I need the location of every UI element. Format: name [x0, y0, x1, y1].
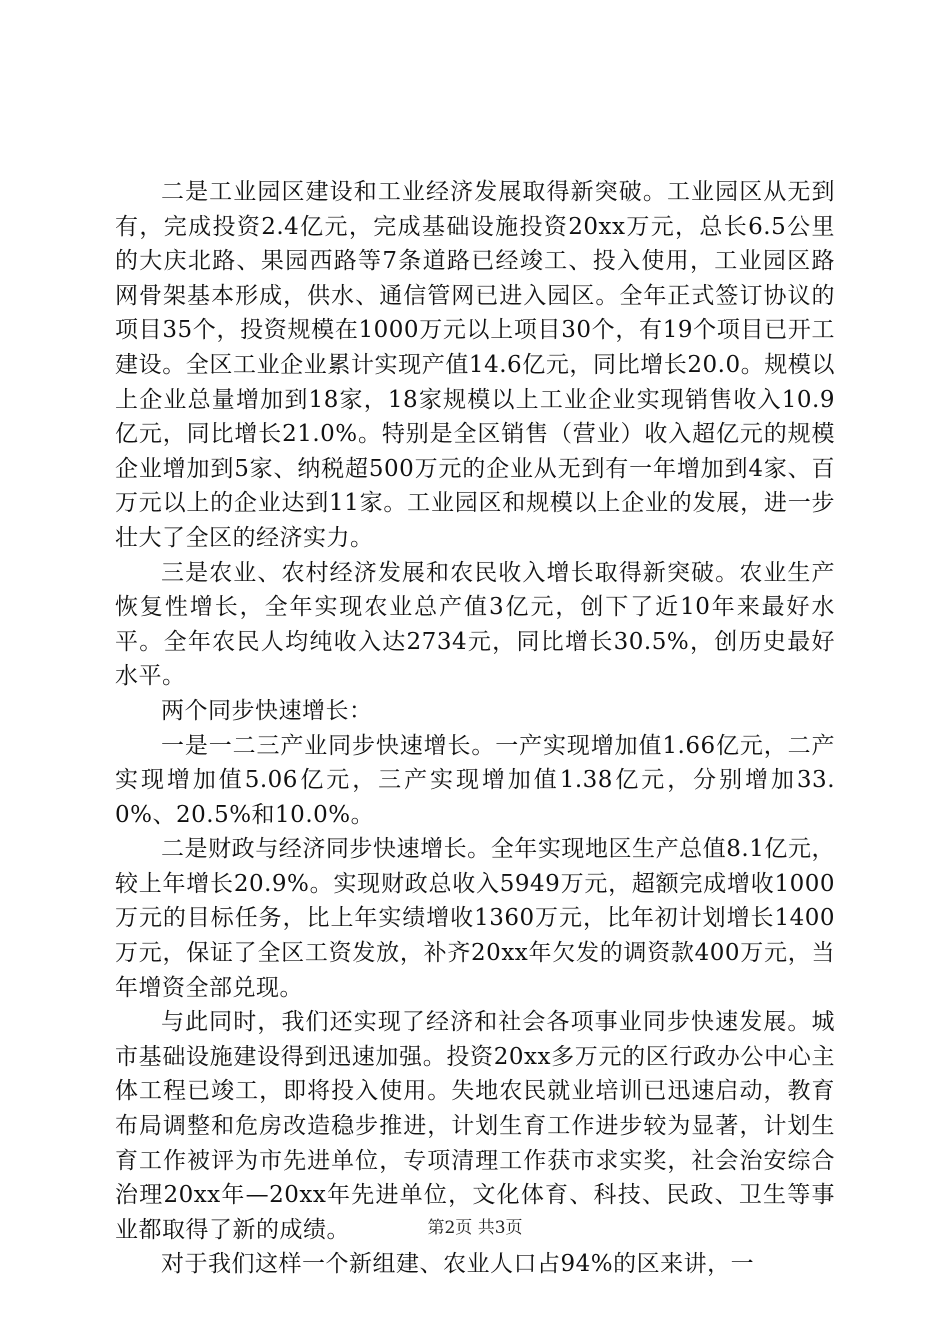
paragraph-two-growth-heading: 两个同步快速增长：	[161, 697, 373, 724]
document-body	[115, 175, 835, 1282]
paragraph-industries-growth: 一是一二三产业同步快速增长。一产实现增加值1.66亿元，二产实现增加值5.06亿元，三产实现增加值1.38亿元，分别增加33.0%、20.5%和10.0%。	[115, 732, 835, 828]
paragraph-industrial-park: 二是工业园区建设和工业经济发展取得新突破。工业园区从无到有，完成投资2.4亿元，完成基础设施投资20xx万元，总长6.5公里的大庆北路、果园西路等7条道路已经竣工、投入使用，工业园区路网骨架基本形成，供水、通信管网已进入园区。全年正式签订协议的项目35个，投资规模在1000万元以上项目30个，有19个项目已开工建设。全区工业企业累计实现产值14.6亿元，同比增长20.0。规模以上企业总量增加到18家，18家规模以上工业企业实现销售收入10.9亿元，同比增长21.0%。特别是全区销售（营业）收入超亿元的规模企业增加到5家、纳税超500万元的企业从无到有一年增加到4家、百万元以上的企业达到11家。工业园区和规模以上企业的发展，进一步壮大了全区的经济实力。	[115, 179, 835, 551]
paragraph-agriculture: 三是农业、农村经济发展和农民收入增长取得新突破。农业生产恢复性增长，全年实现农业总产值3亿元，创下了近10年来最好水平。全年农民人均纯收入达2734元，同比增长30.5%，创历史最好水平。	[115, 559, 835, 690]
page-number-footer: 第2页 共3页	[427, 1218, 523, 1238]
paragraph-closing: 对于我们这样一个新组建、农业人口占94%的区来讲，一	[161, 1251, 755, 1278]
paragraph-finance-growth: 二是财政与经济同步快速增长。全年实现地区生产总值8.1亿元，较上年增长20.9%。实现财政总收入5949万元，超额完成增收1000万元的目标任务，比上年实绩增收1360万元，比年初计划增长1400万元，保证了全区工资发放，补齐20xx年欠发的调资款400万元，当年增资全部兑现。	[115, 836, 835, 1001]
paragraph-social-development: 与此同时，我们还实现了经济和社会各项事业同步快速发展。城市基础设施建设得到迅速加强。投资20xx多万元的区行政办公中心主体工程已竣工，即将投入使用。失地农民就业培训已迅速启动，教育布局调整和危房改造稳步推进，计划生育工作进步较为显著，计划生育工作被评为市先进单位，专项清理工作获市求实奖，社会治安综合治理20xx年—20xx年先进单位，文化体育、科技、民政、卫生等事业都取得了新的成绩。	[115, 1009, 835, 1243]
